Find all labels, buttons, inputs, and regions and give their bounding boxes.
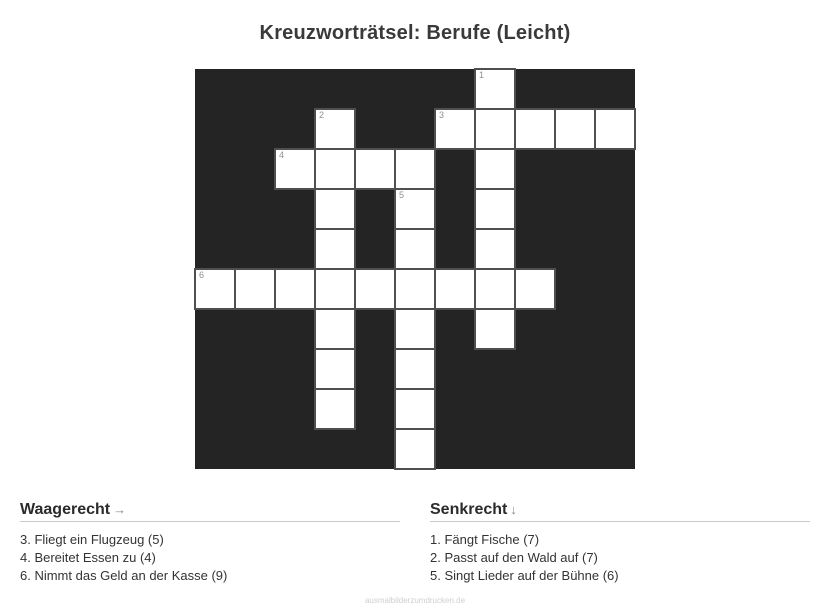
grid-cell[interactable] — [434, 268, 476, 310]
grid-cell[interactable] — [354, 148, 396, 190]
grid-cell[interactable] — [434, 108, 476, 150]
grid-cell[interactable] — [314, 108, 356, 150]
grid-cell[interactable] — [394, 428, 436, 470]
grid-cell[interactable] — [394, 268, 436, 310]
grid-cell[interactable] — [394, 188, 436, 230]
clue-item: 1. Fängt Fische (7) — [430, 532, 540, 547]
clue-item: 6. Nimmt das Geld an der Kasse (9) — [20, 568, 228, 583]
clue-item: 5. Singt Lieder auf der Bühne (6) — [430, 568, 619, 583]
grid-cell[interactable] — [474, 228, 516, 270]
grid-cell[interactable] — [274, 268, 316, 310]
page-title: Kreuzworträtsel: Berufe (Leicht) — [259, 22, 571, 44]
grid-cell[interactable] — [514, 268, 556, 310]
right-arrow-icon: → — [113, 502, 127, 517]
clue-item: 3. Fliegt ein Flugzeug (5) — [20, 532, 164, 547]
grid-cell[interactable] — [594, 108, 636, 150]
grid-cell[interactable] — [354, 268, 396, 310]
cell-number: 5 — [399, 190, 405, 200]
grid-cell[interactable] — [474, 308, 516, 350]
across-clue-list — [20, 531, 400, 585]
grid-cell[interactable] — [194, 268, 236, 310]
grid-cell[interactable] — [314, 308, 356, 350]
across-heading — [20, 501, 400, 522]
grid-cell[interactable] — [314, 348, 356, 390]
grid-cell[interactable] — [394, 348, 436, 390]
grid-cell[interactable] — [394, 148, 436, 190]
grid-cell[interactable] — [314, 268, 356, 310]
down-heading-label: Senkrecht — [430, 501, 508, 518]
grid-cell[interactable] — [314, 228, 356, 270]
cell-number: 3 — [439, 110, 445, 120]
grid-cell[interactable] — [474, 268, 516, 310]
grid-cell[interactable] — [474, 188, 516, 230]
grid-cell[interactable] — [274, 148, 316, 190]
cell-number: 2 — [319, 110, 325, 120]
grid-cell[interactable] — [314, 388, 356, 430]
grid-cell[interactable] — [394, 308, 436, 350]
grid-cell[interactable] — [394, 228, 436, 270]
watermark: ausmalbilderzumdrucken.de — [364, 596, 466, 605]
across-clues-section — [20, 501, 400, 585]
grid-cell[interactable] — [554, 108, 596, 150]
down-clues-section — [430, 501, 810, 585]
grid-cell[interactable] — [474, 148, 516, 190]
grid-cell[interactable] — [514, 108, 556, 150]
across-heading-label: Waagerecht — [20, 501, 111, 518]
down-heading — [430, 501, 810, 522]
grid-cell[interactable] — [234, 268, 276, 310]
clue-item: 4. Bereitet Essen zu (4) — [20, 550, 156, 565]
grid-cell[interactable] — [314, 148, 356, 190]
grid-cell[interactable] — [474, 68, 516, 110]
cell-number: 1 — [479, 70, 485, 80]
grid-cell[interactable] — [394, 388, 436, 430]
down-clue-list — [430, 531, 810, 585]
cell-number: 6 — [199, 270, 205, 280]
clue-item: 2. Passt auf den Wald auf (7) — [430, 550, 598, 565]
down-arrow-icon: ↓ — [510, 502, 517, 517]
grid-cell[interactable] — [474, 108, 516, 150]
crossword-grid — [195, 69, 635, 469]
grid-cell[interactable] — [314, 188, 356, 230]
cell-number: 4 — [279, 150, 285, 160]
